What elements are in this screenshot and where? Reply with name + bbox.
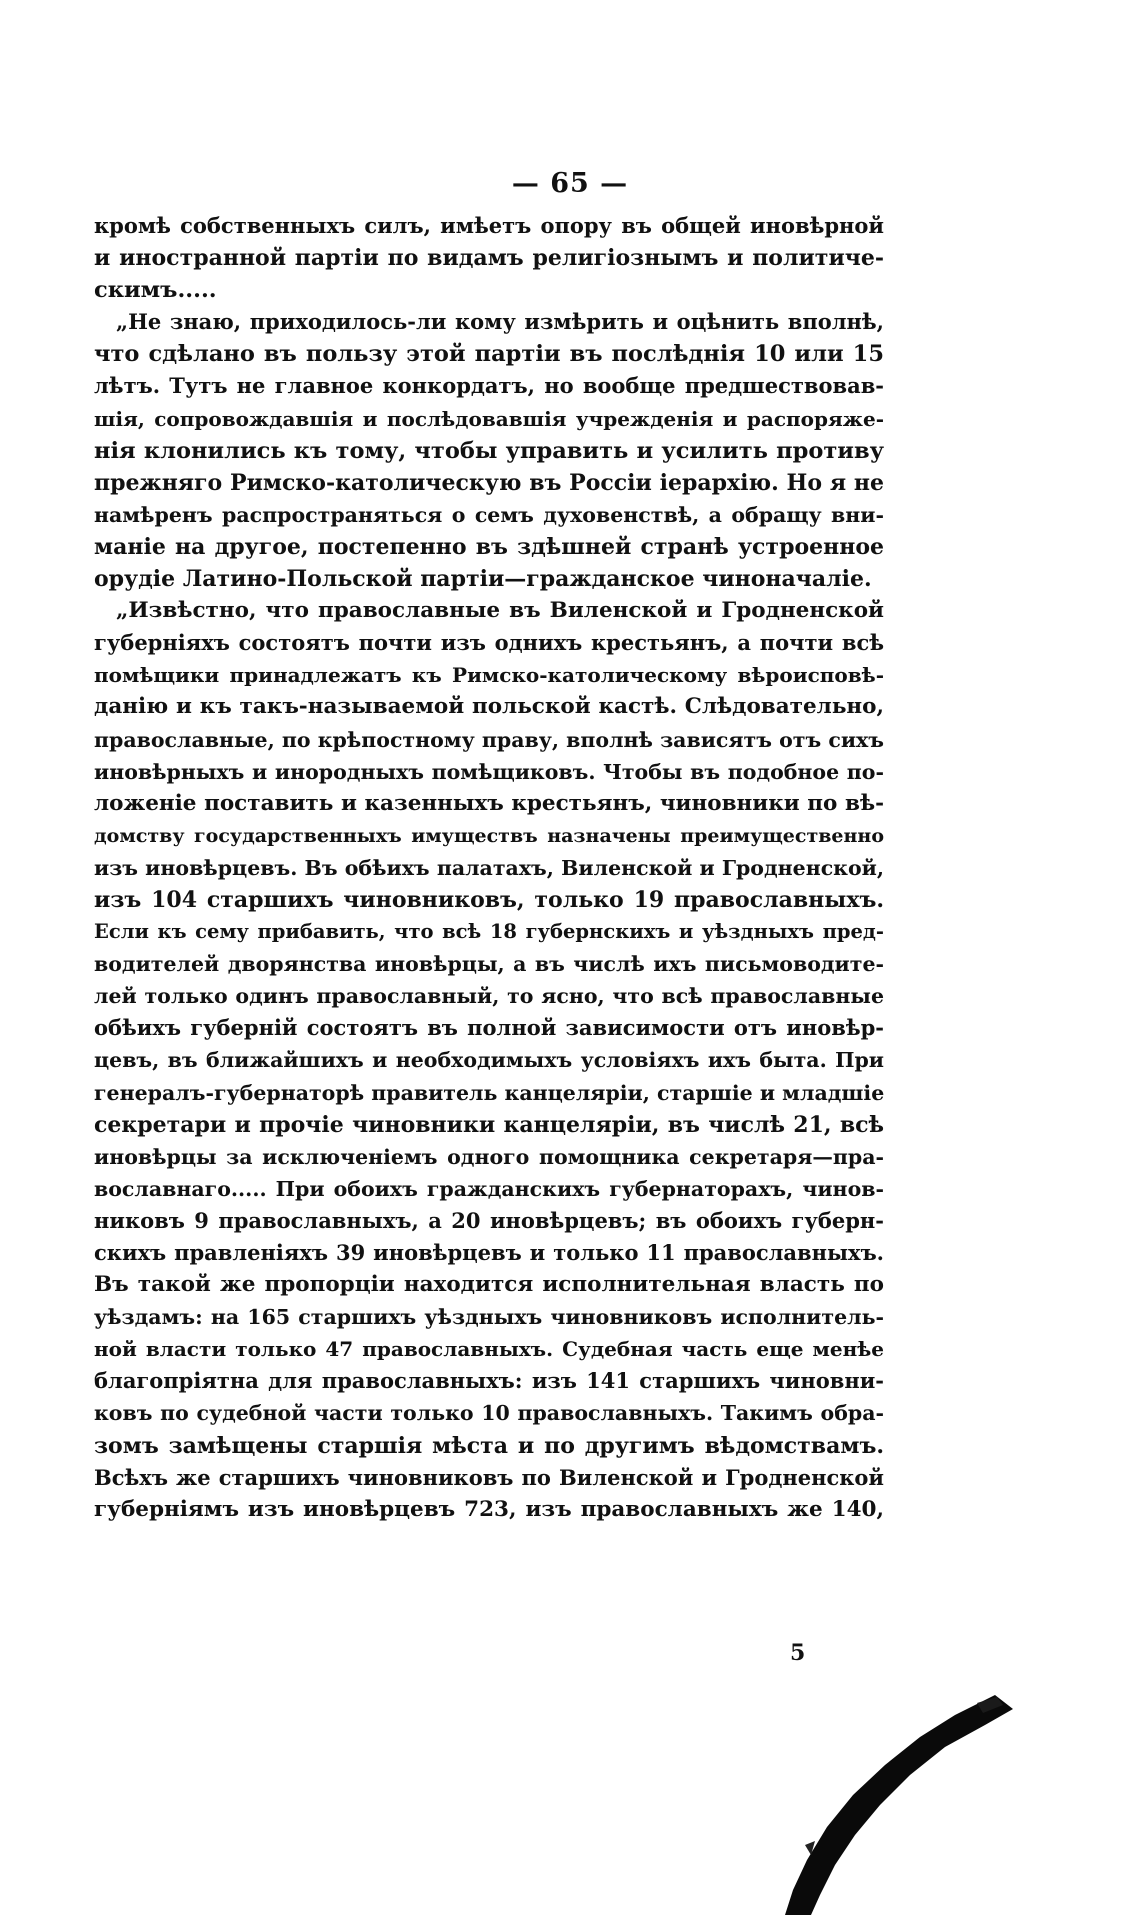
text-line: водителей дворянства иновѣрцы, а въ числѣ ихъ письмоводите- (94, 952, 884, 977)
text-line: Если къ сему прибавить, что всѣ 18 губернскихъ и уѣздныхъ пред- (94, 920, 884, 944)
text-line: домству государственныхъ имуществъ назначены преимущественно (94, 824, 884, 847)
page-number: — 65 — (511, 168, 629, 199)
text-line: кромѣ собственныхъ силъ, имѣетъ опору въ общей иновѣрной (94, 213, 884, 238)
text-line: обѣихъ губерній состоятъ въ полной зависимости отъ иновѣр- (94, 1015, 884, 1041)
text-line: изъ 104 старшихъ чиновниковъ, только 19 православныхъ. (94, 886, 884, 913)
ink-smudge-icon (745, 1695, 1015, 1915)
text-line: ковъ по судебной части только 10 православныхъ. Такимъ обра- (94, 1401, 884, 1426)
text-line: Въ такой же пропорціи находится исполнительная власть по (94, 1272, 884, 1298)
signature-mark: 5 (790, 1640, 806, 1666)
body-text (94, 210, 884, 1526)
text-line: благопріятна для православныхъ: изъ 141 старшихъ чиновни- (94, 1368, 884, 1394)
text-line: скихъ правленіяхъ 39 иновѣрцевъ и только 11 православныхъ. (94, 1240, 884, 1265)
text-line: лѣтъ. Тутъ не главное конкордатъ, но вообще предшествовав- (94, 373, 884, 399)
text-line: уѣздамъ: на 165 старшихъ уѣздныхъ чиновниковъ исполнитель- (94, 1305, 884, 1330)
text-line: православные, по крѣпостному праву, вполнѣ зависятъ отъ сихъ (94, 727, 884, 752)
text-line: маніе на другое, постепенно въ здѣшней странѣ устроенное (94, 533, 884, 560)
text-line: ной власти только 47 православныхъ. Судебная часть еще менѣе (94, 1337, 884, 1362)
text-line: прежняго Римско-католическую въ Россіи іерархію. Но я не (94, 469, 884, 496)
text-line: Всѣхъ же старшихъ чиновниковъ по Виленской и Гродненской (94, 1464, 884, 1490)
text-line: губерніямъ изъ иновѣрцевъ 723, изъ православныхъ же 140, (94, 1496, 884, 1522)
text-line: секретари и прочіе чиновники канцеляріи, въ числѣ 21, всѣ (94, 1111, 884, 1138)
text-line: орудіе Латино-Польской партіи—гражданское чиноначаліе. (94, 566, 872, 593)
text-line: вославнаго..... При обоихъ гражданскихъ губернаторахъ, чинов- (94, 1176, 884, 1201)
text-line: данію и къ такъ-называемой польской кастѣ. Слѣдовательно, (94, 694, 884, 720)
text-line: „Не знаю, приходилось-ли кому измѣрить и оцѣнить вполнѣ, (116, 309, 884, 335)
text-line: никовъ 9 православныхъ, а 20 иновѣрцевъ; въ обоихъ губерн- (94, 1207, 884, 1233)
text-line: иновѣрцы за исключеніемъ одного помощника секретаря—пра- (94, 1144, 884, 1169)
text-line: скимъ..... (94, 277, 217, 304)
text-line: помѣщики принадлежатъ къ Римско-католическому вѣроисповѣ- (94, 663, 884, 688)
text-line: нія клонились къ тому, чтобы управить и усилить противу (94, 437, 884, 464)
text-line: ложеніе поставить и казенныхъ крестьянъ, чиновники по вѣ- (94, 790, 884, 816)
text-line: губерніяхъ состоятъ почти изъ однихъ крестьянъ, а почти всѣ (94, 630, 884, 656)
text-line: генералъ-губернаторѣ правитель канцеляріи, старшіе и младшіе (94, 1080, 884, 1105)
paragraph-3 (94, 595, 884, 1526)
text-line: лей только одинъ православный, то ясно, что всѣ православные (94, 984, 884, 1009)
text-line: зомъ замѣщены старшія мѣста и по другимъ вѣдомствамъ. (94, 1432, 884, 1459)
text-line: и иностранной партіи по видамъ религіознымъ и политиче- (94, 245, 884, 272)
text-line: изъ иновѣрцевъ. Въ обѣихъ палатахъ, Виленской и Гродненской, (94, 855, 884, 880)
text-line: что сдѣлано въ пользу этой партіи въ послѣднія 10 или 15 (94, 341, 884, 368)
paragraph-2 (94, 306, 884, 595)
text-line: иновѣрныхъ и инородныхъ помѣщиковъ. Чтобы въ подобное по- (94, 759, 884, 784)
text-line: шія, сопровождавшія и послѣдовавшія учрежденія и распоряже- (94, 406, 884, 431)
text-line: цевъ, въ ближайшихъ и необходимыхъ условіяхъ ихъ быта. При (94, 1048, 884, 1073)
paragraph-1 (94, 210, 884, 306)
text-line: „Извѣстно, что православные въ Виленской и Гродненской (116, 598, 884, 624)
text-line: намѣренъ распространяться о семъ духовенствѣ, а обращу вни- (94, 502, 884, 527)
